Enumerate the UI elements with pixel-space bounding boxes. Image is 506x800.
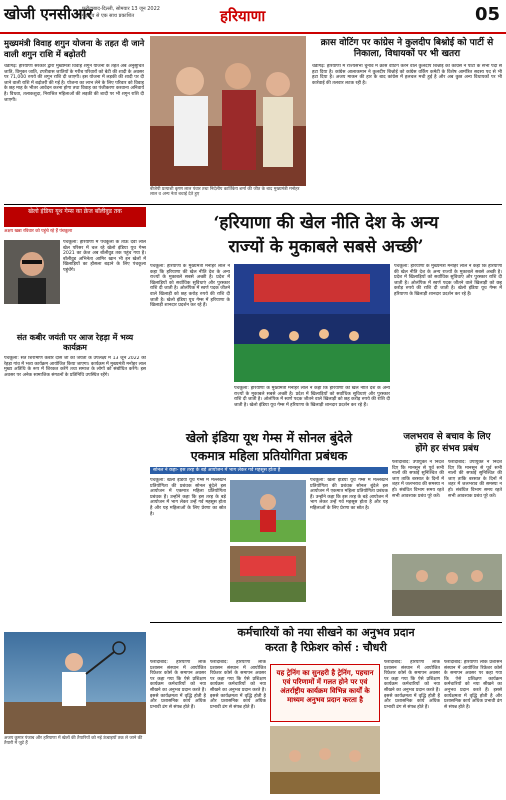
section-title: हरियाणा bbox=[220, 7, 266, 25]
actor-photo bbox=[4, 240, 60, 304]
sidebar-body: पंचकूला: हरियाणा में पंचकूला के ताऊ देवी लाल खेल परिसर में चल रहे खेलो इंडिया यूथ गेम्स 2021 का क्रेज अब बॉलीवुड तक पहुंच गया है। बॉलीवुड अभिनेता आमिर खान भी इन खेलों में खिलाड़ियों का हौसला बढ़ाने के लिए पंचकूला पहुंचेंगे। bbox=[63, 240, 146, 273]
main-body-3: पंचकूला: हरियाणा के मुख्यमंत्री मनोहर लाल ने कहा कि हरियाणा की खेल नीति देश के अन्य राज्यों के मुकाबले सबसे अच्छी है। प्रदेश में खिलाड़ियों को सर्वाधिक सुविधाएं और पुरस्कार राशि दी जाती है। ओलंपिक में स्वर्ण पदक जीतने वाले खिलाड़ी को छह करोड़ रुपये की राशि दी जाती है। खेलो इंडिया यूथ गेम्स में हरियाणा के खिलाड़ी शानदार प्रदर्शन कर रहे हैं। bbox=[234, 386, 390, 408]
sidebar-title: खेलो इंडिया यूथ गेम्स का क्रेज बॉलीवुड तक bbox=[4, 207, 146, 227]
water-body: फरीदाबाद: उपायुक्त ने निर्देश दिए कि मानसून से पूर्व सभी नालों की सफाई सुनिश्चित की जाए ताकि बरसात के दिनों में शहर में जलभराव की समस्या न हो। संबंधित विभाग समय रहते सभी आवश्यक प्रबंध पूरे करें। bbox=[392, 460, 444, 499]
main-body-2: पंचकूला: हरियाणा के मुख्यमंत्री मनोहर लाल ने कहा कि हरियाणा की खेल नीति देश के अन्य राज्यों के मुकाबले सबसे अच्छी है। प्रदेश में खिलाड़ियों को सर्वाधिक सुविधाएं और पुरस्कार राशि दी जाती है। ओलंपिक में स्वर्ण पदक जीतने वाले खिलाड़ी को छह करोड़ रुपये की राशि दी जाती है। खेलो इंडिया यूथ गेम्स में हरियाणा के खिलाड़ी शानदार प्रदर्शन कर रहे हैं। bbox=[394, 264, 502, 297]
sonal-body: पंचकूला: खेलो इंडिया यूथ गेम्स में मल्लखंभ प्रतियोगिता की प्रबंधक सोनल बुंदेले इस आयोजन में एकमात्र महिला प्रतियोगिता प्रबंधक हैं। उन्होंने कहा कि इस तरह के बड़े आयोजन में भाग लेकर उन्हें गर्व महसूस होता है और यह महिलाओं के लिए प्रेरणा का स्रोत है। bbox=[150, 478, 226, 517]
sonal-headline-2: एकमात्र महिला प्रतियोगिता प्रबंधक bbox=[190, 448, 348, 463]
workers-body-2: फरीदाबाद: हरियाणा लोक प्रशासन संस्थान में आयोजित रिफ्रेशर कोर्स के समापन अवसर पर कहा गया कि ऐसे प्रशिक्षण कार्यक्रम कर्मचारियों को नया सीखने का अनुभव प्रदान करते हैं। इससे कार्यक्षमता में वृद्धि होती है और प्रशासनिक कार्य अधिक प्रभावी ढंग से संपन्न होते हैं। bbox=[210, 660, 266, 710]
page-number: 05 bbox=[474, 4, 500, 25]
tennis-photo bbox=[4, 632, 146, 734]
people-photo-icon bbox=[150, 36, 306, 186]
divider-2 bbox=[150, 622, 502, 623]
workers-body-3: फरीदाबाद: हरियाणा लोक प्रशासन संस्थान में आयोजित रिफ्रेशर कोर्स के समापन अवसर पर कहा गया कि ऐसे प्रशिक्षण कार्यक्रम कर्मचारियों को नया सीखने का अनुभव प्रदान करते हैं। इससे कार्यक्षमता में वृद्धि होती है और प्रशासनिक कार्य अधिक प्रभावी ढंग से संपन्न होते हैं। bbox=[384, 660, 440, 710]
workers-photo bbox=[270, 726, 380, 794]
sonal-photo-2 bbox=[230, 546, 306, 602]
workers-headline-2: करता है रिफ्रेशर कोर्स : चौधरी bbox=[265, 641, 387, 654]
photo-caption: बीजेपी प्रत्याशी कृष्ण लाल पंवार तथा निर्दलीय कार्तिकेय शर्मा की जीत के बाद मुख्यमंत्री मनोहर लाल व अन्य नेता बधाई देते हुए bbox=[150, 187, 300, 198]
divider bbox=[4, 204, 502, 205]
main-headline-1: ‘हरियाणा की खेल नीति देश के अन्य bbox=[213, 213, 439, 233]
logo: खोजी एनसीआर bbox=[4, 5, 93, 23]
workers-quote: यह ट्रेनिंग का सुनहरी है ट्रेनिंग, पहचान एवं परिणामों में गलत होने पर एवं अंतर्राष्ट्रीय कार्यक्रम विभिन्न कार्यों के माध्यम अनुभव प्रदान करता है bbox=[270, 664, 380, 722]
sant-headline: संत कबीर जयंती पर आज रेहड़ा में भव्य कार्यक्रम bbox=[16, 332, 134, 352]
date: फरीदाबाद-दिल्ली, सोमवार 13 जून 2022 bbox=[82, 6, 160, 12]
water-photo bbox=[392, 554, 502, 616]
sidebar-byline: अक्षय खन्ना रविवार को पहुंचे रहे हैं पंचकूला bbox=[4, 229, 73, 234]
tennis-caption: अजय कुमार पंजाब और हरियाणा में खेलों की तैयारियों को नई ऊंचाइयों तक ले जाने की तैयारी में जुटे हैं bbox=[4, 736, 143, 747]
masthead bbox=[0, 0, 506, 34]
sonal-headline-1: खेलो इंडिया यूथ गेम्स में सोनल बुंदेले bbox=[185, 430, 353, 445]
story2-body: चंडीगढ़: हरियाणा में राज्यसभा चुनाव में क्रास वोटिंग करने वाले कुलदीप बिश्नोई को कांग्रेस ने पार्टी के सभी पदों से हटा दिया है। कांग्रेस आलाकमान ने कुलदीप बिश्नोई को कांग्रेस वर्किंग कमेटी के विशेष आमंत्रित सदस्य पद से भी हटा दिया है। अजय माकन की हार के बाद कांग्रेस में हलचल मची हुई है और अब कुछ अन्य विधायकों पर भी कार्रवाई की तलवार लटक रही है। bbox=[312, 64, 502, 86]
sonal-strap: सोनल ने कहा- इस तरह के बड़े आयोजन में भाग लेकर गर्व महसूस होता है bbox=[150, 467, 388, 474]
ceremony-photo bbox=[150, 36, 306, 186]
water-body-2: फरीदाबाद: उपायुक्त ने निर्देश दिए कि मानसून से पूर्व सभी नालों की सफाई सुनिश्चित की जाए ताकि बरसात के दिनों में शहर में जलभराव की समस्या न हो। संबंधित विभाग समय रहते सभी आवश्यक प्रबंध पूरे करें। bbox=[448, 460, 502, 499]
story2-headline: क्रास वोटिंग पर कांग्रेस ने कुलदीप बिश्नोई को पार्टी से निकाला, विधायकों पर भी खतरा bbox=[320, 38, 494, 59]
story1-body: चंडीगढ़: हरियाणा सरकार द्वारा मुख्यमंत्री विवाह शगुन योजना के तहत अब अनुसूचित जाति, विमुक्त जाति, टपरीवास जातियों के गरीब परिवारों को बेटी की शादी के अवसर पर 71,000 रुपये की शगुन राशि दी जाएगी। इस योजना में लड़की की शादी पर दी जाने वाली राशि में बढ़ोतरी की गई है। योजना का लाभ लेने के लिए परिवार को विवाह के छह माह के भीतर आवेदन करना होगा तथा विवाह का पंजीकरण करवाना अनिवार्य है। विधवा, तलाकशुदा, निराश्रित महिलाओं की लड़की की शादी पर भी शगुन राशि दी जाएगी। bbox=[4, 64, 144, 103]
workers-body-4: फरीदाबाद: हरियाणा लोक प्रशासन संस्थान में आयोजित रिफ्रेशर कोर्स के समापन अवसर पर कहा गया कि ऐसे प्रशिक्षण कार्यक्रम कर्मचारियों को नया सीखने का अनुभव प्रदान करते हैं। इससे कार्यक्षमता में वृद्धि होती है और प्रशासनिक कार्य अधिक प्रभावी ढंग से संपन्न होते हैं। bbox=[444, 660, 502, 710]
sonal-photo-1 bbox=[230, 480, 306, 542]
story1-headline: मुख्यमंत्री विवाह शगुन योजना के तहत दी जाने वाली शगुन राशि में बढ़ोतरी bbox=[4, 38, 145, 59]
date-line bbox=[82, 6, 160, 20]
water-headline-2: होंगे हर संभव प्रबंध bbox=[415, 444, 479, 454]
subdate: गुड़गांव से एक साथ प्रकाशित bbox=[82, 13, 135, 19]
water-headline-1: जलभराव से बचाव के लिए bbox=[403, 432, 491, 442]
event-photo bbox=[234, 264, 390, 382]
workers-headline-1: कर्मचारियों को नया सीखने का अनुभव प्रदान bbox=[237, 626, 415, 639]
sant-body: पंचकूला: संत शिरोमणि कबीर दास जी की जयंती के उपलक्ष्य में 13 जून 2022 को रेहड़ा गांव में भव्य कार्यक्रम आयोजित किया जाएगा। कार्यक्रम में मुख्यमंत्री मनोहर लाल मुख्य अतिथि के रूप में शिरकत करेंगे तथा समाज के लोगों को संबोधित करेंगे। इस अवसर पर अनेक सामाजिक संगठनों के प्रतिनिधि उपस्थित रहेंगे। bbox=[4, 356, 146, 378]
main-headline-2: राज्यों के मुकाबले सबसे अच्छी’ bbox=[228, 237, 424, 257]
sonal-body-2: पंचकूला: खेलो इंडिया यूथ गेम्स में मल्लखंभ प्रतियोगिता की प्रबंधक सोनल बुंदेले इस आयोजन में एकमात्र महिला प्रतियोगिता प्रबंधक हैं। उन्होंने कहा कि इस तरह के बड़े आयोजन में भाग लेकर उन्हें गर्व महसूस होता है और यह महिलाओं के लिए प्रेरणा का स्रोत है। bbox=[310, 478, 388, 511]
main-body: पंचकूला: हरियाणा के मुख्यमंत्री मनोहर लाल ने कहा कि हरियाणा की खेल नीति देश के अन्य राज्यों के मुकाबले सबसे अच्छी है। प्रदेश में खिलाड़ियों को सर्वाधिक सुविधाएं और पुरस्कार राशि दी जाती है। ओलंपिक में स्वर्ण पदक जीतने वाले खिलाड़ी को छह करोड़ रुपये की राशि दी जाती है। खेलो इंडिया यूथ गेम्स में हरियाणा के खिलाड़ी शानदार प्रदर्शन कर रहे हैं। bbox=[150, 264, 230, 309]
workers-body: फरीदाबाद: हरियाणा लोक प्रशासन संस्थान में आयोजित रिफ्रेशर कोर्स के समापन अवसर पर कहा गया कि ऐसे प्रशिक्षण कार्यक्रम कर्मचारियों को नया सीखने का अनुभव प्रदान करते हैं। इससे कार्यक्षमता में वृद्धि होती है और प्रशासनिक कार्य अधिक प्रभावी ढंग से संपन्न होते हैं। bbox=[150, 660, 206, 710]
